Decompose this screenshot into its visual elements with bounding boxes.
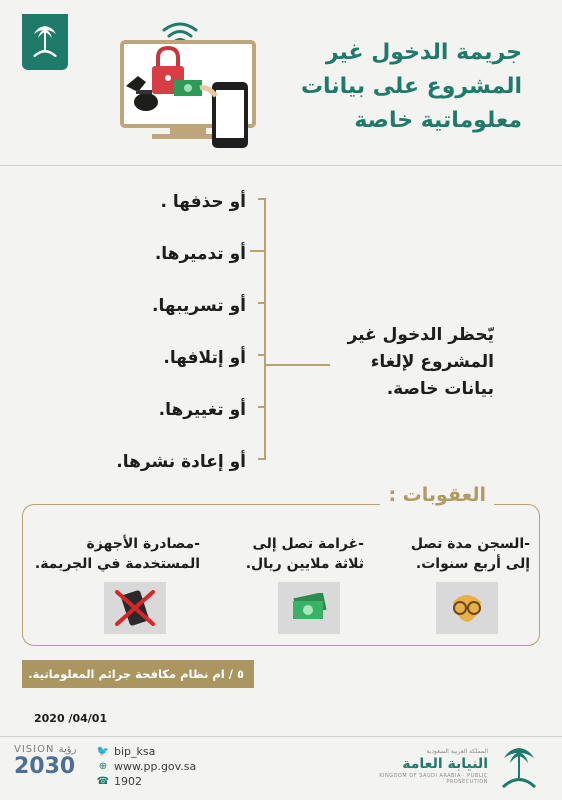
tree-item-leak: أو تسريبها. — [152, 296, 246, 316]
penalty-fine — [196, 534, 364, 574]
title-line-2: المشروع على بيانات — [300, 74, 522, 99]
palm-swords-emblem-icon — [496, 744, 542, 792]
agency-name: النيابة العامة — [402, 756, 488, 772]
penalty-icon-box — [104, 582, 166, 634]
twitter-row[interactable] — [96, 744, 246, 759]
penalty-confiscation — [32, 534, 200, 574]
publish-date: 2020 /04/01 — [34, 712, 108, 725]
penalty-line: -غرامة تصل إلى — [252, 536, 364, 552]
cyber-crime-illustration — [112, 16, 262, 152]
globe-icon: ⊕ — [98, 761, 108, 772]
tree-tick — [258, 406, 266, 408]
agency-name-block — [378, 748, 488, 785]
tree-item-republish: أو إعادة نشرها. — [116, 452, 246, 472]
penalty-text — [196, 534, 364, 574]
penalty-line: المستخدمة في الجريمة. — [34, 556, 200, 572]
twitter-handle: bip_ksa — [114, 745, 156, 758]
palm-swords-emblem-icon — [28, 22, 62, 62]
phone-number: 1902 — [114, 775, 142, 788]
law-reference-banner: ٥ / ام نظام مكافحة جرائم المعلوماتية. — [22, 660, 254, 688]
website-link: www.pp.gov.sa — [114, 760, 197, 773]
penalty-line: -السجن مدة تصل — [410, 536, 530, 552]
header-divider — [0, 165, 562, 166]
penalties-title: العقوبات : — [380, 484, 494, 506]
penalty-icon-box — [436, 582, 498, 634]
tree-tick — [258, 458, 266, 460]
contact-info — [96, 744, 246, 789]
penalty-line: ثلاثة ملايين ريال. — [245, 556, 364, 572]
title-line-1: جريمة الدخول غير — [325, 40, 522, 65]
penalty-prison — [362, 534, 530, 574]
website-row[interactable] — [96, 759, 246, 774]
tree-item-destroy: أو تدميرها. — [154, 244, 246, 264]
penalty-icon-box — [278, 582, 340, 634]
phone-row[interactable] — [96, 774, 246, 789]
penalty-text — [32, 534, 200, 574]
tree-item-damage: أو إتلافها. — [163, 348, 246, 368]
statement-line: المشروع لإلغاء — [370, 352, 494, 372]
agency-english: KINGDOM OF SAUDI ARABIA · PUBLIC PROSECUTION — [379, 773, 488, 785]
agency-country: المملكة العربية السعودية — [426, 748, 488, 755]
penalty-line: -مصادرة الأجهزة — [86, 536, 200, 552]
footer-divider — [0, 736, 562, 737]
tree-tick — [258, 302, 266, 304]
tree-stem-line — [264, 364, 330, 366]
crossed-phone-icon — [113, 588, 157, 628]
phone-icon: ☎ — [96, 776, 110, 787]
penalty-text — [362, 534, 530, 574]
tree-item-delete: أو حذفها . — [160, 192, 246, 212]
twitter-icon: 🐦 — [96, 746, 110, 757]
statement-line: بيانات خاصة. — [386, 379, 494, 399]
tree-tick — [250, 250, 266, 252]
title-line-3: معلوماتية خاصة — [354, 108, 522, 133]
tree-item-modify: أو تغييرها. — [158, 400, 246, 420]
vision-label: VISION رؤية — [14, 744, 77, 755]
vision-2030-logo — [14, 744, 88, 790]
handcuffs-icon — [447, 590, 487, 626]
statement-line: يّحظر الدخول غير — [347, 325, 494, 345]
tree-trunk-line — [264, 198, 266, 460]
wifi-icon — [164, 24, 196, 42]
money-icon — [289, 593, 329, 623]
money-icon — [174, 80, 202, 96]
prohibition-statement — [326, 322, 494, 403]
vision-year: 2030 — [14, 754, 76, 779]
tree-tick — [258, 198, 266, 200]
penalty-line: إلى أربع سنوات. — [415, 556, 530, 572]
emblem-badge — [22, 14, 68, 70]
page-title — [282, 36, 522, 138]
tree-tick — [258, 354, 266, 356]
